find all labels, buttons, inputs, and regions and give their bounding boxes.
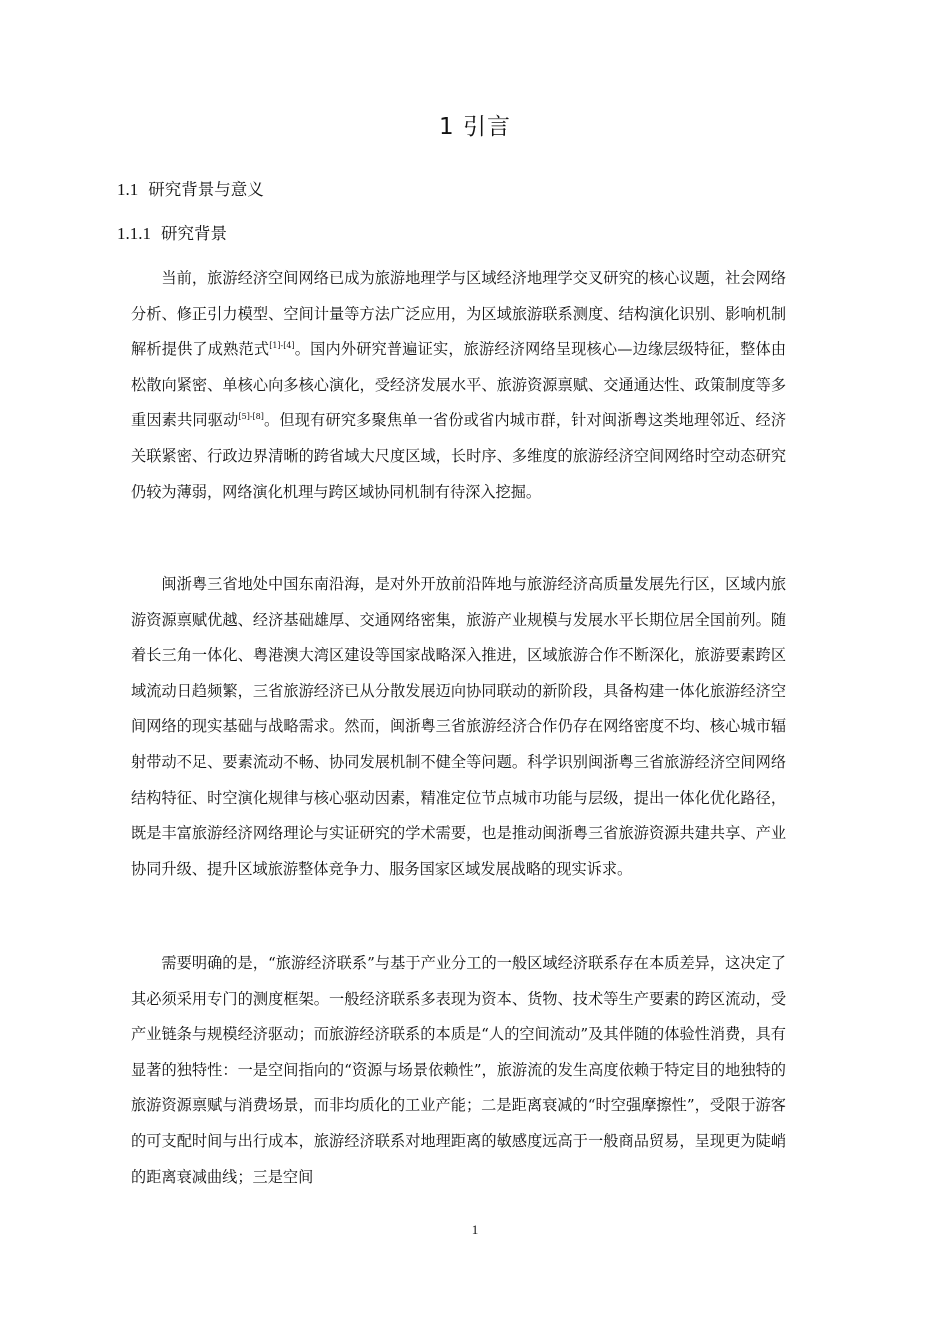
section-heading: [117, 176, 264, 200]
paragraph-3: 需要明确的是，“旅游经济联系”与基于产业分工的一般区域经济联系存在本质差异，这决定了其必须采用专门的测度框架。一般经济联系多表现为资本、货物、技术等生产要素的跨区流动，受产业链条与规模经济驱动；而旅游经济联系的本质是“人的空间流动”及其伴随的体验性消费，具有显著的独特性：一是空间指向的“资源与场景依赖性”，旅游流的发生高度依赖于特定目的地独特的旅游资源禀赋与消费场景，而非均质化的工业产能；二是距离衰减的“时空强摩擦性”，受限于游客的可支配时间与出行成本，旅游经济联系对地理距离的敏感度远高于一般商品贸易，呈现更为陡峭的距离衰减曲线；三是空间: [131, 954, 786, 1186]
paragraph-1: [131, 261, 786, 510]
citation-1-4: [1]-[4]: [269, 341, 295, 351]
paragraph-1-part-a: 当前，旅游经济空间网络已成为旅游地理学与区域经济地理学交叉研究的核心议题，社会网络分析、修正引力模型、空间计量等方法广泛应用，为区域旅游联系测度、结构演化识别、影响机制解析提供了成熟范式: [131, 269, 786, 359]
subsection-heading: [117, 220, 227, 244]
subsection-title: 研究背景: [161, 224, 227, 243]
chapter-title: 1 引言: [439, 114, 511, 140]
paragraph-1-part-b: 。国内外研究普遍证实，旅游经济网络呈现核心—边缘层级特征，整体由松散向紧密、单核心向多核心演化，受经济发展水平、旅游资源禀赋、交通通达性、政策制度等多重因素共同驱动: [131, 340, 787, 430]
paragraph-1-part-c: 。但现有研究多聚焦单一省份或省内城市群，针对闽浙粤这类地理邻近、经济关联紧密、行政边界清晰的跨省域大尺度区域，长时序、多维度的旅游经济空间网络时空动态研究仍较为薄弱，网络演化机理与跨区域协同机制有待深入挖掘。: [131, 411, 787, 501]
section-title: 研究背景与意义: [148, 180, 264, 199]
subsection-number: 1.1.1: [117, 224, 151, 243]
citation-5-8: [5]-[8]: [238, 412, 264, 422]
paragraph-2: 闽浙粤三省地处中国东南沿海，是对外开放前沿阵地与旅游经济高质量发展先行区，区域内旅游资源禀赋优越、经济基础雄厚、交通网络密集，旅游产业规模与发展水平长期位居全国前列。随着长三角一体化、粤港澳大湾区建设等国家战略深入推进，区域旅游合作不断深化，旅游要素跨区域流动日趋频繁，三省旅游经济已从分散发展迈向协同联动的新阶段，具备构建一体化旅游经济空间网络的现实基础与战略需求。然而，闽浙粤三省旅游经济合作仍存在网络密度不均、核心城市辐射带动不足、要素流动不畅、协同发展机制不健全等问题。科学识别闽浙粤三省旅游经济空间网络结构特征、时空演化规律与核心驱动因素，精准定位节点城市功能与层级，提出一体化优化路径，既是丰富旅游经济网络理论与实证研究的学术需要，也是推动闽浙粤三省旅游资源共建共享、产业协同升级、提升区域旅游整体竞争力、服务国家区域发展战略的现实诉求。: [131, 575, 786, 878]
page-number: 1: [471, 1222, 479, 1237]
section-number: 1.1: [117, 180, 139, 199]
